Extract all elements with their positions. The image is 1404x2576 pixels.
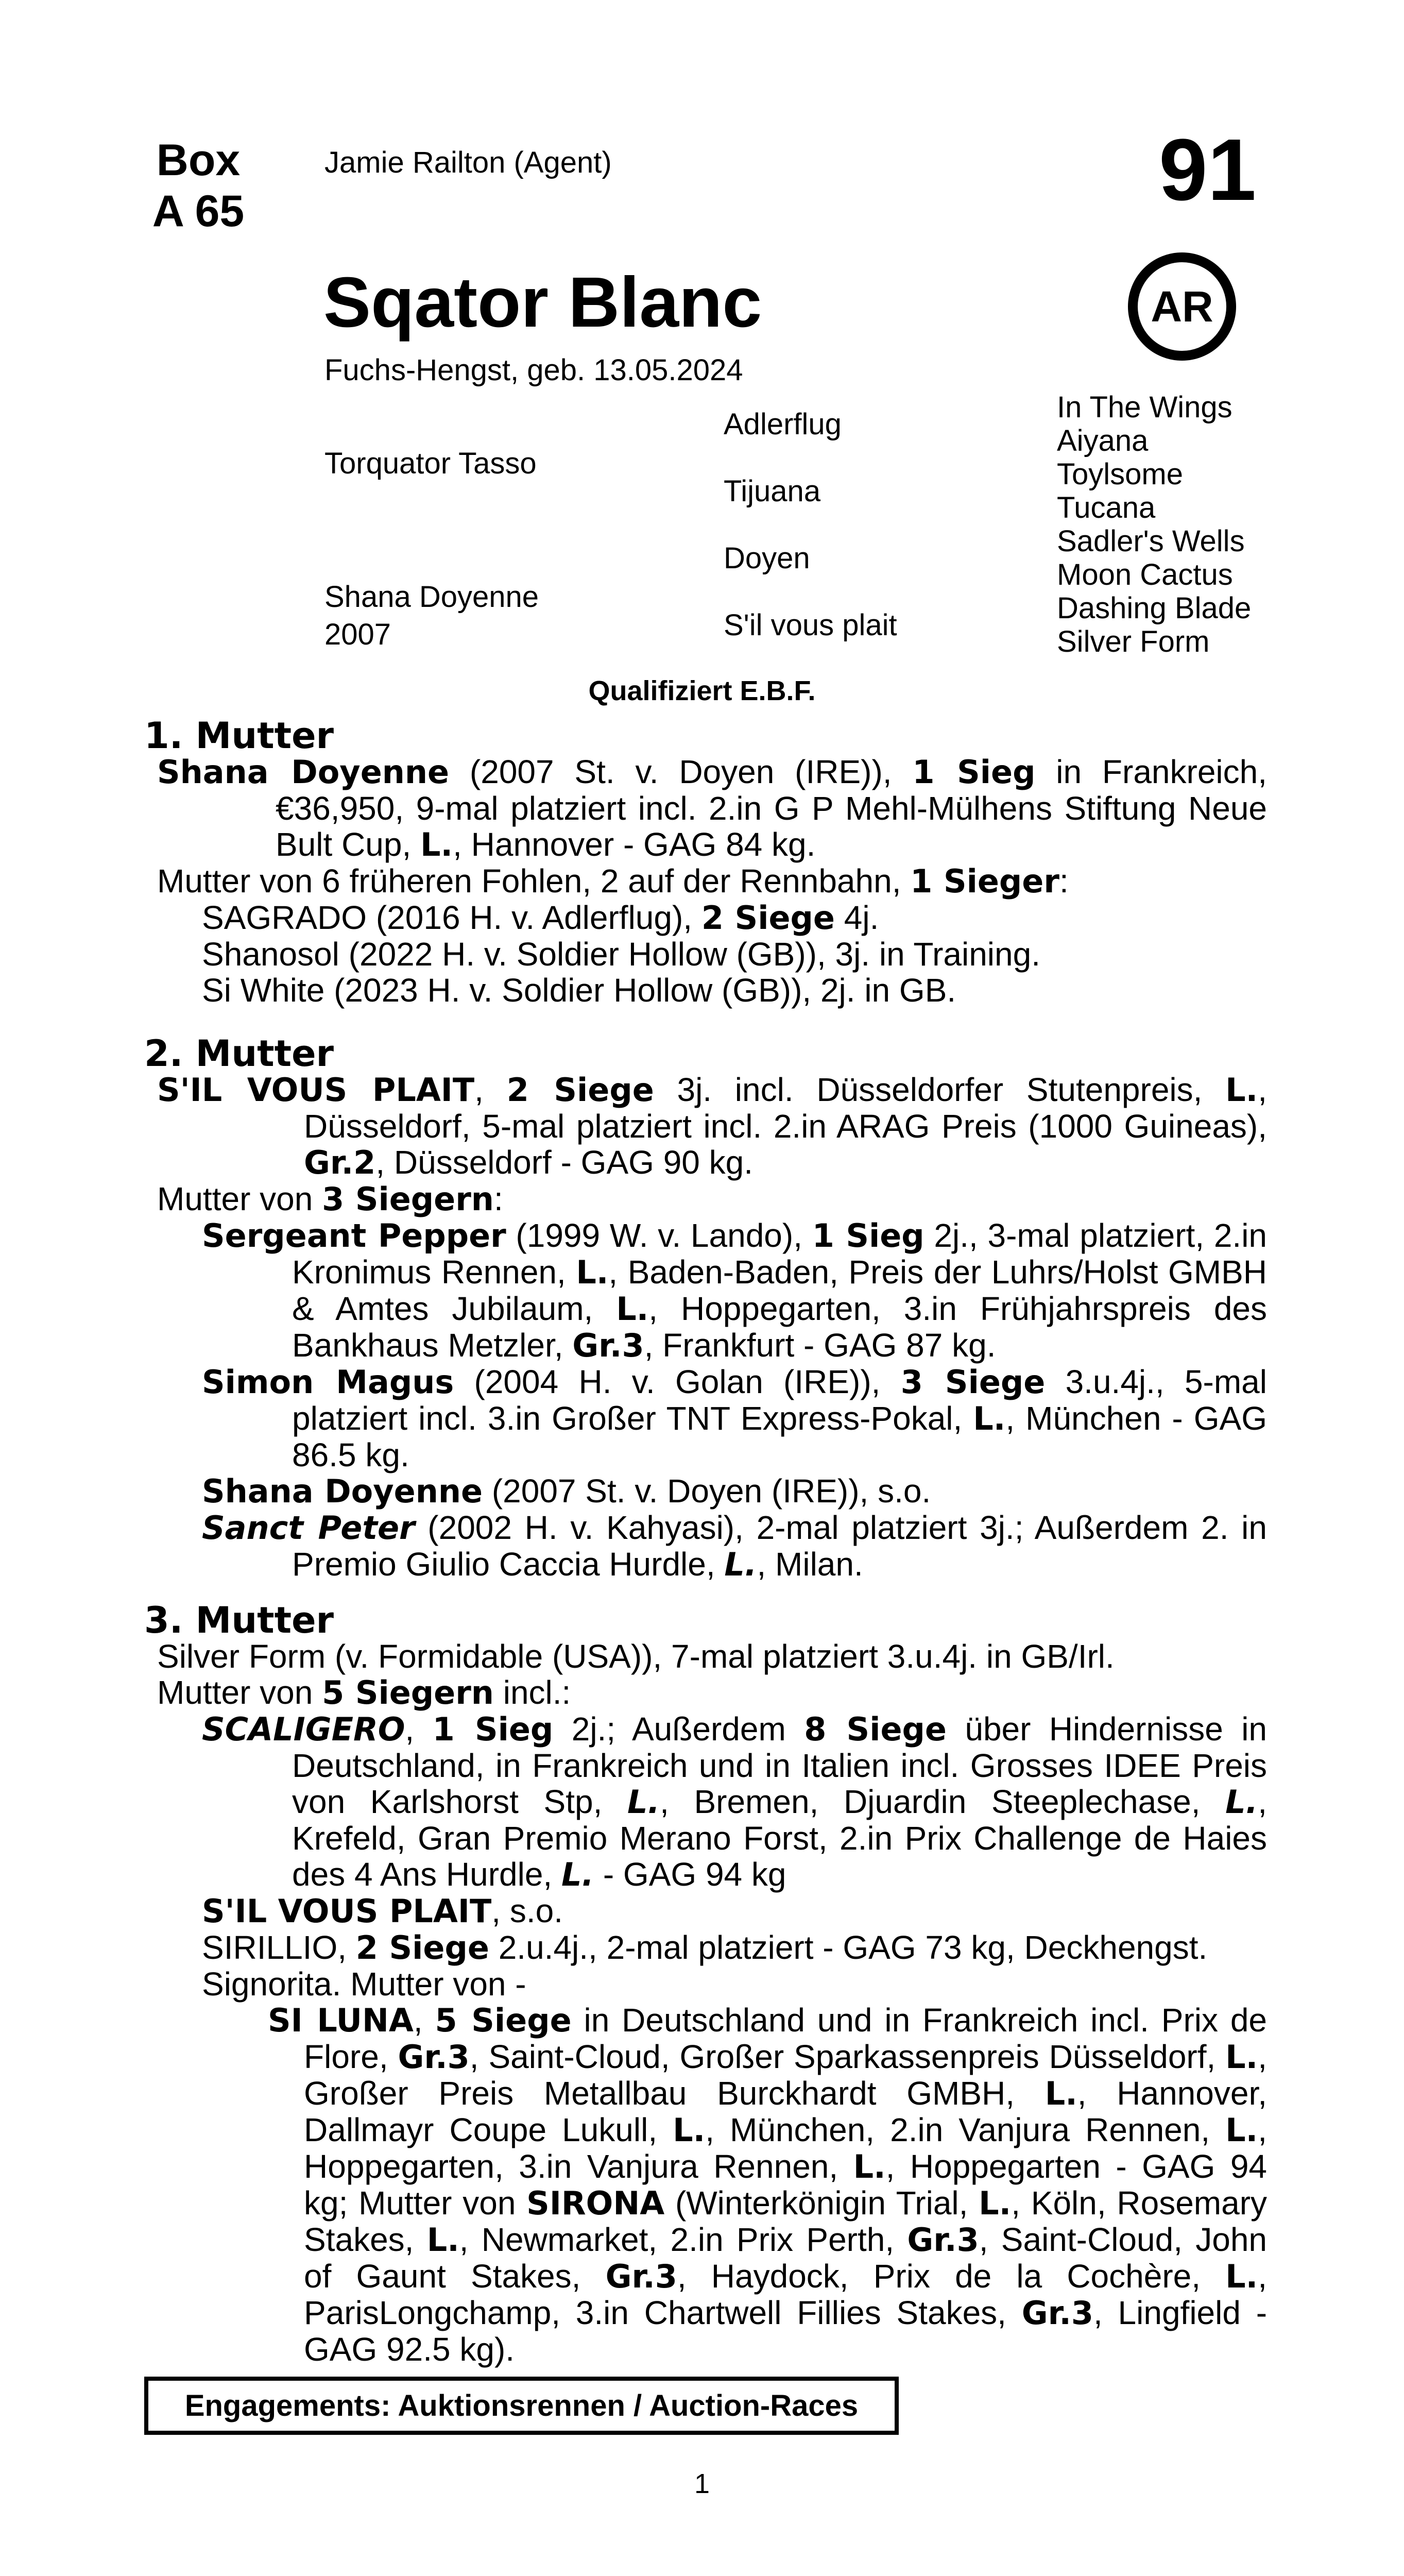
pedigree-gen3: Toylsome [1057,457,1183,491]
pedigree-gen3: In The Wings [1057,391,1232,424]
pedigree-dam: Shana Doyenne [324,580,539,614]
pedigree-gen2: Tijuana [724,474,821,508]
dam-name: S'IL VOUS PLAIT [157,1071,475,1109]
page-number: 1 [694,2468,710,2499]
produce-item: SCALIGERO, 1 Sieg 2j.; Außerdem 8 Siege über Hindernisse in Deutschland, in Frankreich und in Italien incl. Grosses IDEE Preis von Karlshorst Stp, L., Bremen, Djuardin Steeplechase, L., Krefeld, Gran Premio Merano Forst, 2.in Prix Challenge de Haies des 4 Ans Hurdle, L. - GAG 94 kg [202,1710,1268,1893]
section-heading: 1. Mutter [144,715,334,757]
pedigree-dam-year: 2007 [324,618,391,651]
pedigree-gen3: Silver Form [1057,625,1210,658]
produce-item: Si White (2023 H. v. Soldier Hollow (GB)), 2j. in GB. [202,972,956,1009]
section-third-dam [144,1599,1268,2368]
produce-intro: Mutter von 6 früheren Fohlen, 2 auf der Rennbahn, 1 Sieger: [157,862,1069,900]
qualification: Qualifiziert E.B.F. [588,675,816,706]
dam-name: Shana Doyenne [157,753,450,791]
lot-number: 91 [1159,121,1257,219]
pedigree-gen3: Dashing Blade [1057,591,1252,625]
pedigree-sire: Torquator Tasso [324,447,537,480]
box-label [139,135,258,237]
engagements-label: Engagements: Auktionsrennen / Auction-Races [184,2389,859,2422]
dam-record: Shana Doyenne (2007 St. v. Doyen (IRE)), 1 Sieg in Frankreich, €36,950, 9-mal platziert incl. 2.in G P Mehl-Mülhens Stiftung Neue Bult Cup, L., Hannover - GAG 84 kg. [157,753,1268,863]
produce-item: Sergeant Pepper (1999 W. v. Lando), 1 Sieg 2j., 3-mal platziert, 2.in Kronimus Rennen, L., Baden-Baden, Preis der Luhrs/Holst GMBH & Amtes Jubilaum, L., Hoppegarten, 3.in Frühjahrspreis des Bankhaus Metzler, Gr.3, Frankfurt - GAG 87 kg. [202,1217,1268,1364]
ar-badge [1128,252,1236,361]
produce-item: Sanct Peter (2002 H. v. Kahyasi), 2-mal platziert 3j.; Außerdem 2. in Premio Giulio Caccia Hurdle, L., Milan. [202,1509,1267,1583]
pedigree-gen3: Aiyana [1057,424,1149,457]
section-heading: 2. Mutter [144,1032,334,1075]
agent: Jamie Railton (Agent) [324,146,612,179]
produce-item: S'IL VOUS PLAIT, s.o. [202,1892,563,1930]
section-first-dam [144,715,1268,1009]
section-heading: 3. Mutter [144,1599,334,1641]
dam-record: Silver Form (v. Formidable (USA)), 7-mal platziert 3.u.4j. in GB/Irl. [157,1638,1115,1675]
produce-item: Shana Doyenne (2007 St. v. Doyen (IRE)), s.o. [202,1472,931,1510]
dam-record: S'IL VOUS PLAIT, 2 Siege 3j. incl. Düsseldorfer Stutenpreis, L., Düsseldorf, 5-mal platziert incl. 2.in ARAG Preis (1000 Guineas), Gr.2, Düsseldorf - GAG 90 kg. [157,1071,1267,1181]
pedigree-gen3: Sadler's Wells [1057,524,1245,558]
section-second-dam [144,1032,1268,1583]
box-line1: Box [156,135,241,185]
produce-item: Shanosol (2022 H. v. Soldier Hollow (GB)), 3j. in Training. [202,936,1040,973]
pedigree-gen3: Tucana [1057,491,1156,524]
produce-item: SAGRADO (2016 H. v. Adlerflug), 2 Siege 4j. [202,899,879,937]
ar-badge-label: AR [1151,282,1213,331]
pedigree-gen2: Doyen [724,541,810,575]
produce-item: Signorita. Mutter von - [202,1965,526,2003]
pedigree-gen2: Adlerflug [724,408,842,441]
produce-intro: Mutter von 3 Siegern: [157,1180,503,1218]
pedigree-gen2: S'il vous plait [724,608,897,642]
produce-item: SIRILLIO, 2 Siege 2.u.4j., 2-mal platziert - GAG 73 kg, Deckhengst. [202,1929,1208,1967]
box-number: A 65 [152,186,245,236]
produce-intro: Mutter von 5 Siegern incl.: [157,1674,571,1711]
grand-produce-item: SI LUNA, 5 Siege in Deutschland und in Frankreich incl. Prix de Flore, Gr.3, Saint-Cloud, Großer Sparkassenpreis Düsseldorf, L., Großer Preis Metallbau Burckhardt GMBH, L., Hannover, Dallmayr Coupe Lukull, L., München, 2.in Vanjura Rennen, L., Hoppegarten, 3.in Vanjura Rennen, L., Hoppegarten - GAG 94 kg; Mutter von SIRONA (Winterkönigin Trial, L., Köln, Rosemary Stakes, L., Newmarket, 2.in Prix Perth, Gr.3, Saint-Cloud, John of Gaunt Stakes, Gr.3, Haydock, Prix de la Cochère, L., ParisLongchamp, 3.in Chartwell Fillies Stakes, Gr.3, Lingfield - GAG 92.5 kg). [268,2002,1268,2368]
produce-item: Simon Magus (2004 H. v. Golan (IRE)), 3 Siege 3.u.4j., 5-mal platziert incl. 3.in Großer TNT Express-Pokal, L., München - GAG 86.5 kg. [202,1363,1268,1473]
horse-description: Fuchs-Hengst, geb. 13.05.2024 [324,353,743,387]
engagements-box [144,2377,899,2435]
pedigree-gen3: Moon Cactus [1057,558,1233,591]
horse-name: Sqator Blanc [323,263,762,342]
